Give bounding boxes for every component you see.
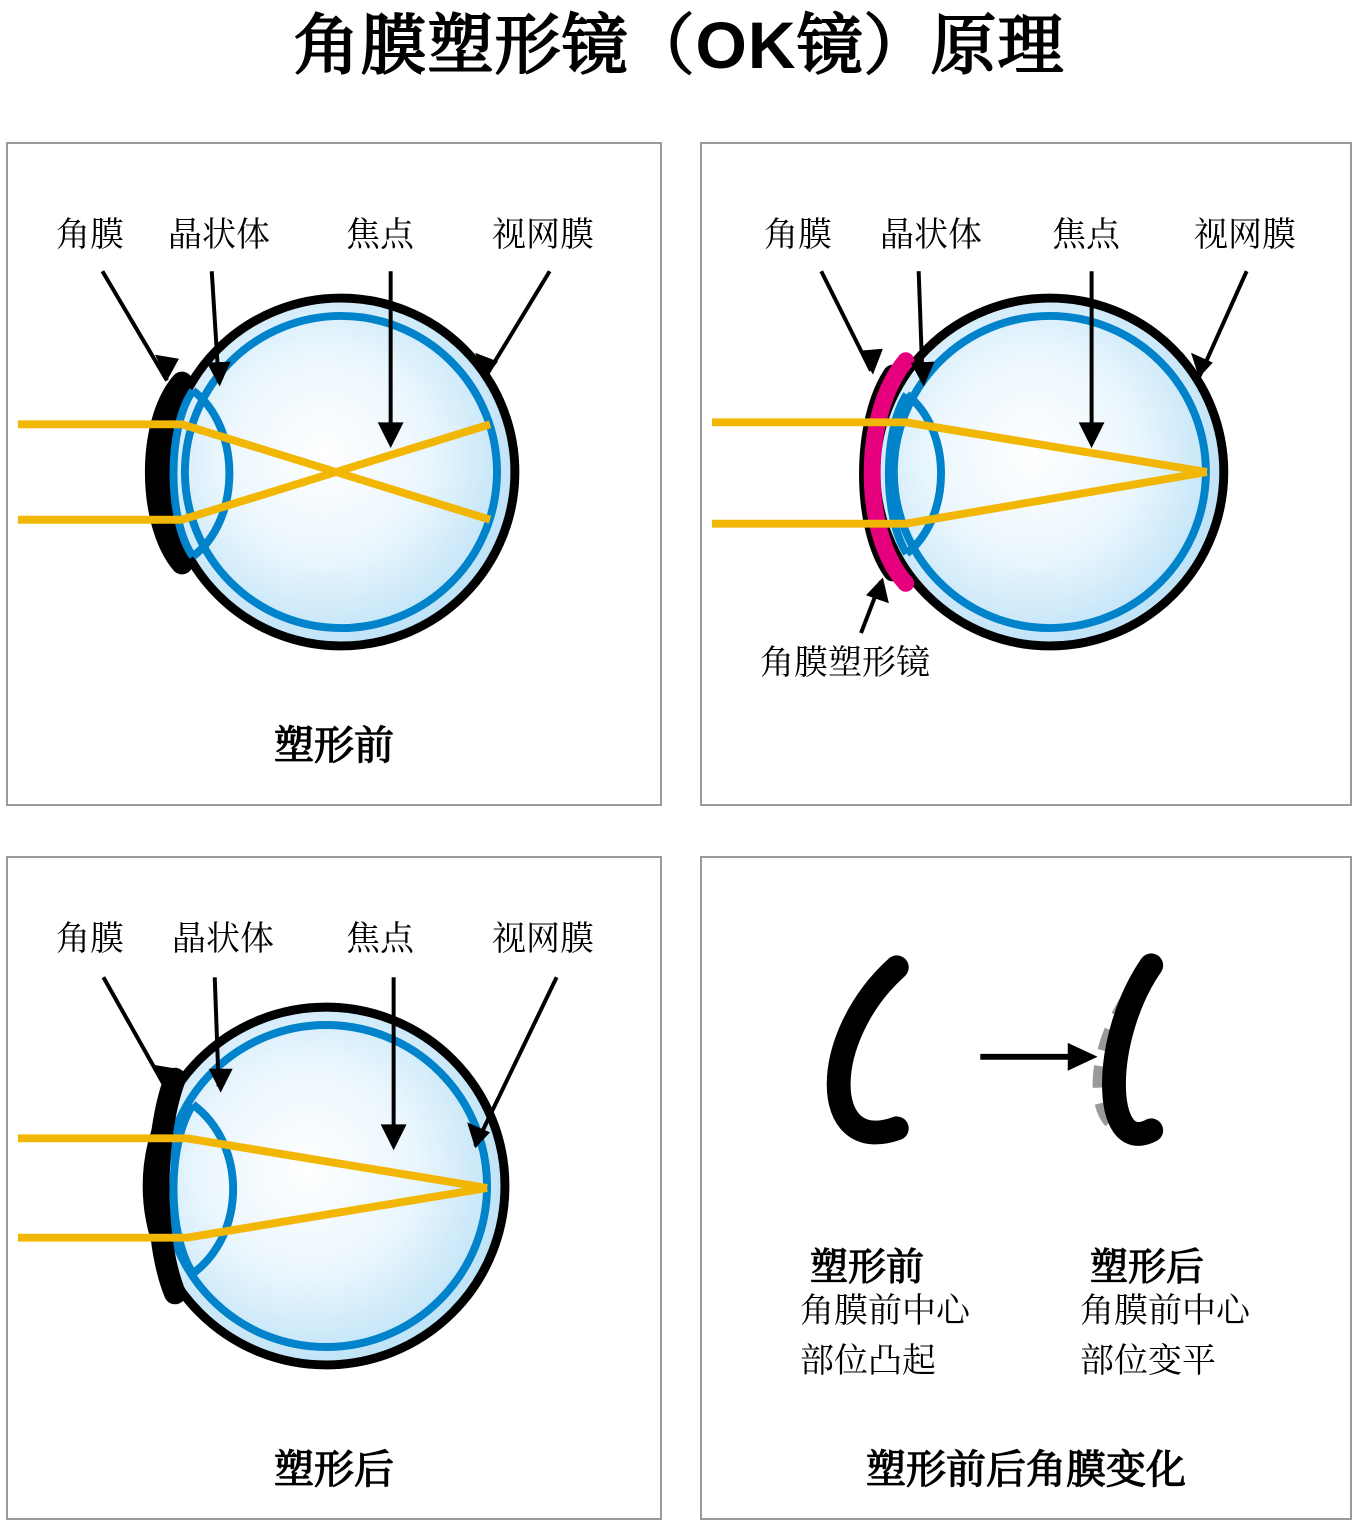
cmp-title-before: 塑形前 — [810, 1247, 925, 1289]
label-lens: 晶状体 — [172, 920, 274, 958]
panel-after — [6, 856, 662, 1520]
label-ok-lens: 角膜塑形镜 — [760, 644, 930, 682]
label-focus: 焦点 — [1052, 216, 1120, 254]
cornea-comparison-graphic — [702, 858, 1350, 1518]
label-retina: 视网膜 — [1194, 216, 1296, 254]
page-title: 角膜塑形镜（OK镜）原理 — [293, 8, 1065, 82]
cmp-desc-after-line2: 部位变平 — [1080, 1342, 1216, 1380]
cmp-desc-before-line2: 部位凸起 — [800, 1342, 936, 1380]
panel-before — [6, 142, 662, 806]
panel-caption-after: 塑形后 — [274, 1448, 394, 1492]
label-cornea: 角膜 — [56, 216, 124, 254]
panel-cornea-change — [700, 856, 1352, 1520]
label-retina: 视网膜 — [492, 920, 594, 958]
label-retina: 视网膜 — [492, 216, 594, 254]
label-focus: 焦点 — [346, 216, 414, 254]
panel-with-lens — [700, 142, 1352, 806]
label-focus: 焦点 — [346, 920, 414, 958]
cmp-title-after: 塑形后 — [1090, 1247, 1205, 1289]
label-cornea: 角膜 — [56, 920, 124, 958]
label-cornea: 角膜 — [764, 216, 832, 254]
cmp-desc-after-line1: 角膜前中心 — [1080, 1292, 1250, 1330]
panel-caption-before: 塑形前 — [274, 724, 394, 768]
panel-caption-cornea-change: 塑形前后角膜变化 — [866, 1448, 1186, 1492]
label-lens: 晶状体 — [880, 216, 982, 254]
cmp-desc-before-line1: 角膜前中心 — [800, 1292, 970, 1330]
label-lens: 晶状体 — [168, 216, 270, 254]
